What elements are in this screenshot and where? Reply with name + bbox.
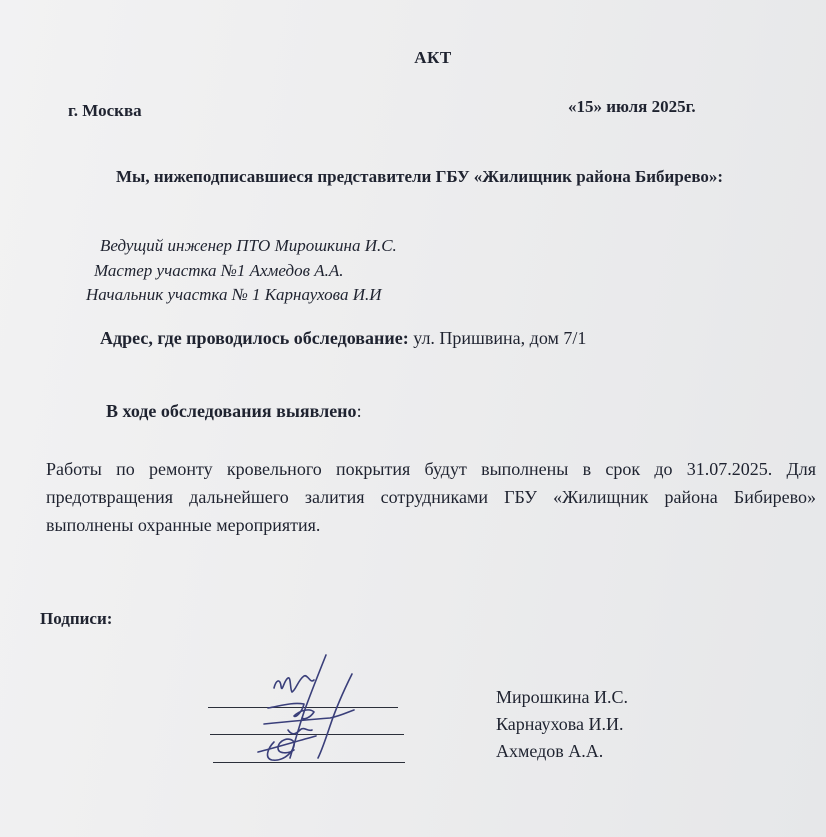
address-label: Адрес, где проводилось обследование: [100,328,409,348]
document-title: АКТ [414,48,452,67]
city: г. Москва [68,101,142,120]
handwritten-signature [244,650,374,775]
findings-colon: : [356,401,362,421]
signer-1: Мирошкина И.С. [496,687,629,707]
findings-label: В ходе обследования выявлено [106,401,357,421]
document-date: «15» июля 2025г. [568,97,696,116]
member-3: Начальник участка № 1 Карнаухова И.И [86,285,382,304]
address-line [100,328,586,349]
findings-text: Работы по ремонту кровельного покрытия будут выполнены в срок до 31.07.2025. Для предотвращения дальнейшего залития сотрудниками ГБУ «Жилищник района Бибирево» выполнены охранные мероприятия. [46,459,816,535]
address-value: ул. Пришвина, дом 7/1 [408,328,587,348]
member-1: Ведущий инженер ПТО Мирошкина И.С. [100,236,397,255]
signer-2: Карнаухова И.И. [496,714,624,734]
member-2: Мастер участка №1 Ахмедов А.А. [94,261,344,280]
signatures-heading: Подписи: [40,609,113,628]
signer-3: Ахмедов А.А. [496,741,604,761]
intro-paragraph: Мы, нижеподписавшиеся представители ГБУ «Жилищник района Бибирево»: [116,167,724,186]
findings-heading [106,401,362,422]
